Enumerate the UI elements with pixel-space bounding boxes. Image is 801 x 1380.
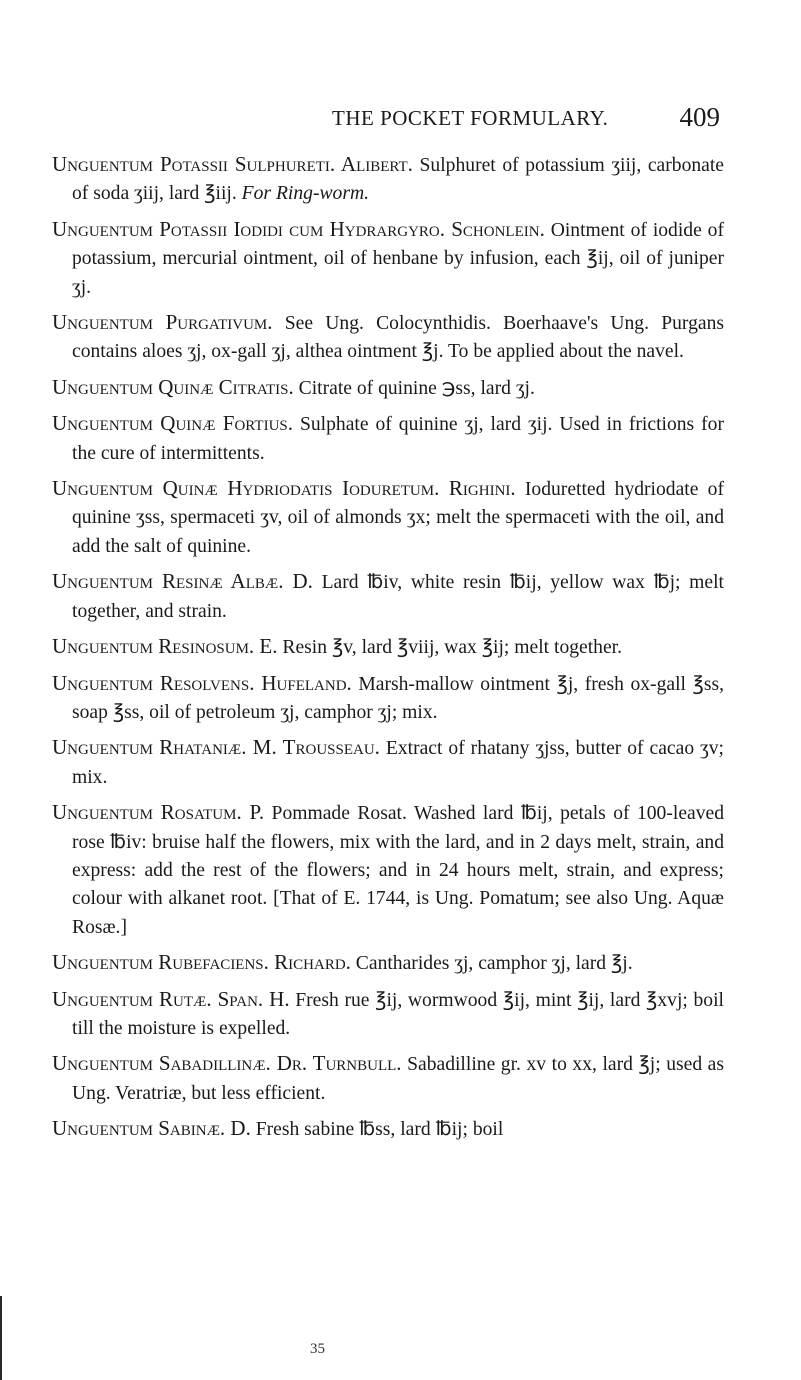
- formulary-entries: [52, 150, 724, 1151]
- entry-text: Pommade Rosat. Washed lard ℔ij, petals of 100-leaved rose ℔iv: bruise half the flowers, mix with the lard, and in 2 days melt, strain, and express: add the rest of the flowers; and in 24 hours melt, strain, and express; colour with alkanet root. [That of E. 1744, is Ung. Pomatum; see also Ung. Aquæ Rosæ.]: [72, 803, 725, 938]
- entry-text: Fresh rue ℥ij, wormwood ℥ij, mint ℥ij, lard ℥xvj; boil till the moisture is expelled.: [72, 989, 724, 1039]
- page-edge-mark: [0, 1296, 2, 1380]
- entry-term: Unguentum Purgativum.: [52, 310, 273, 335]
- entry-term: Unguentum Quinæ Hydriodatis Ioduretum. Righini.: [52, 476, 516, 501]
- entry: [52, 373, 724, 403]
- entry-text: Lard ℔iv, white resin ℔ij, yellow wax ℔j; melt together, and strain.: [72, 572, 724, 622]
- signature-mark: 35: [310, 1341, 325, 1357]
- entry: [52, 985, 724, 1044]
- entry: [52, 669, 724, 728]
- entry-term: Unguentum Resolvens. Hufeland.: [52, 670, 352, 695]
- entry: [52, 150, 724, 209]
- entry: [52, 409, 724, 468]
- entry-text: Ioduretted hydriodate of quinine ʒss, spermaceti ʒv, oil of almonds ʒx; melt the spermaceti with the oil, and add the salt of quinine.: [72, 479, 724, 557]
- entry-italic: For Ring-worm.: [241, 183, 370, 205]
- entry-text: Sulphuret of potassium ʒiij, carbonate of soda ʒiij, lard ℥iij.: [72, 155, 724, 205]
- entry-text: Marsh-mallow ointment ℥j, fresh ox-gall ℥ss, soap ℥ss, oil of petroleum ʒj, camphor ʒj; mix.: [72, 673, 724, 723]
- entry: [52, 798, 724, 942]
- entry-term: Unguentum Quinæ Citratis.: [52, 374, 294, 399]
- entry-term: Unguentum Resinæ Albæ. D.: [52, 569, 313, 594]
- entry: [52, 948, 724, 978]
- entry-text: Sulphate of quinine ʒj, lard ʒij. Used in frictions for the cure of intermittents.: [72, 414, 724, 464]
- entry-text: Ointment of iodide of potassium, mercurial ointment, oil of henbane by infusion, each ℥ij, oil of juniper ʒj.: [72, 219, 724, 298]
- entry-text: Extract of rhatany ʒjss, butter of cacao ʒv; mix.: [72, 738, 724, 788]
- entry-text: Fresh sabine ℔ss, lard ℔ij; boil: [250, 1119, 504, 1141]
- entry-term: Unguentum Sabinæ. D.: [52, 1116, 251, 1141]
- page-header: [280, 100, 720, 140]
- entry-text: Cantharides ʒj, camphor ʒj, lard ℥j.: [350, 953, 633, 975]
- entry: [52, 632, 724, 662]
- entry-term: Unguentum Rutæ. Span. H.: [52, 986, 290, 1011]
- entry-term: Unguentum Sabadillinæ. Dr. Turnbull.: [52, 1051, 402, 1076]
- running-title: THE POCKET FORMULARY.: [332, 106, 609, 130]
- entry-text: Citrate of quinine ℈ss, lard ʒj.: [293, 377, 535, 399]
- entry-term: Unguentum Rhataniæ. M. Trousseau.: [52, 735, 380, 760]
- entry-term: Unguentum Potassii Iodidi cum Hydrargyro. Schonlein.: [52, 216, 545, 241]
- entry: [52, 308, 724, 367]
- entry-term: Unguentum Rosatum. P.: [52, 800, 265, 825]
- entry-term: Unguentum Potassii Sulphureti. Alibert.: [52, 152, 413, 176]
- entry-term: Unguentum Resinosum. E.: [52, 634, 278, 659]
- entry: [52, 474, 724, 561]
- entry-text: Sabadilline gr. xv to xx, lard ℥j; used as Ung. Veratriæ, but less efficient.: [72, 1054, 725, 1104]
- entry-term: Unguentum Rubefaciens. Richard.: [52, 950, 351, 975]
- entry-text: Resin ℥v, lard ℥viij, wax ℥ij; melt together.: [277, 637, 623, 659]
- entry: [52, 733, 724, 792]
- entry: [52, 1049, 724, 1108]
- entry-text: See Ung. Colocynthidis. Boerhaave's Ung. Purgans contains aloes ʒj, ox-gall ʒj, althea ointment ℥j. To be applied about the navel.: [72, 313, 724, 363]
- entry: [52, 1114, 724, 1144]
- page-number: 409: [679, 102, 720, 132]
- entry-term: Unguentum Quinæ Fortius.: [52, 411, 293, 436]
- entry: [52, 567, 724, 626]
- entry: [52, 215, 724, 302]
